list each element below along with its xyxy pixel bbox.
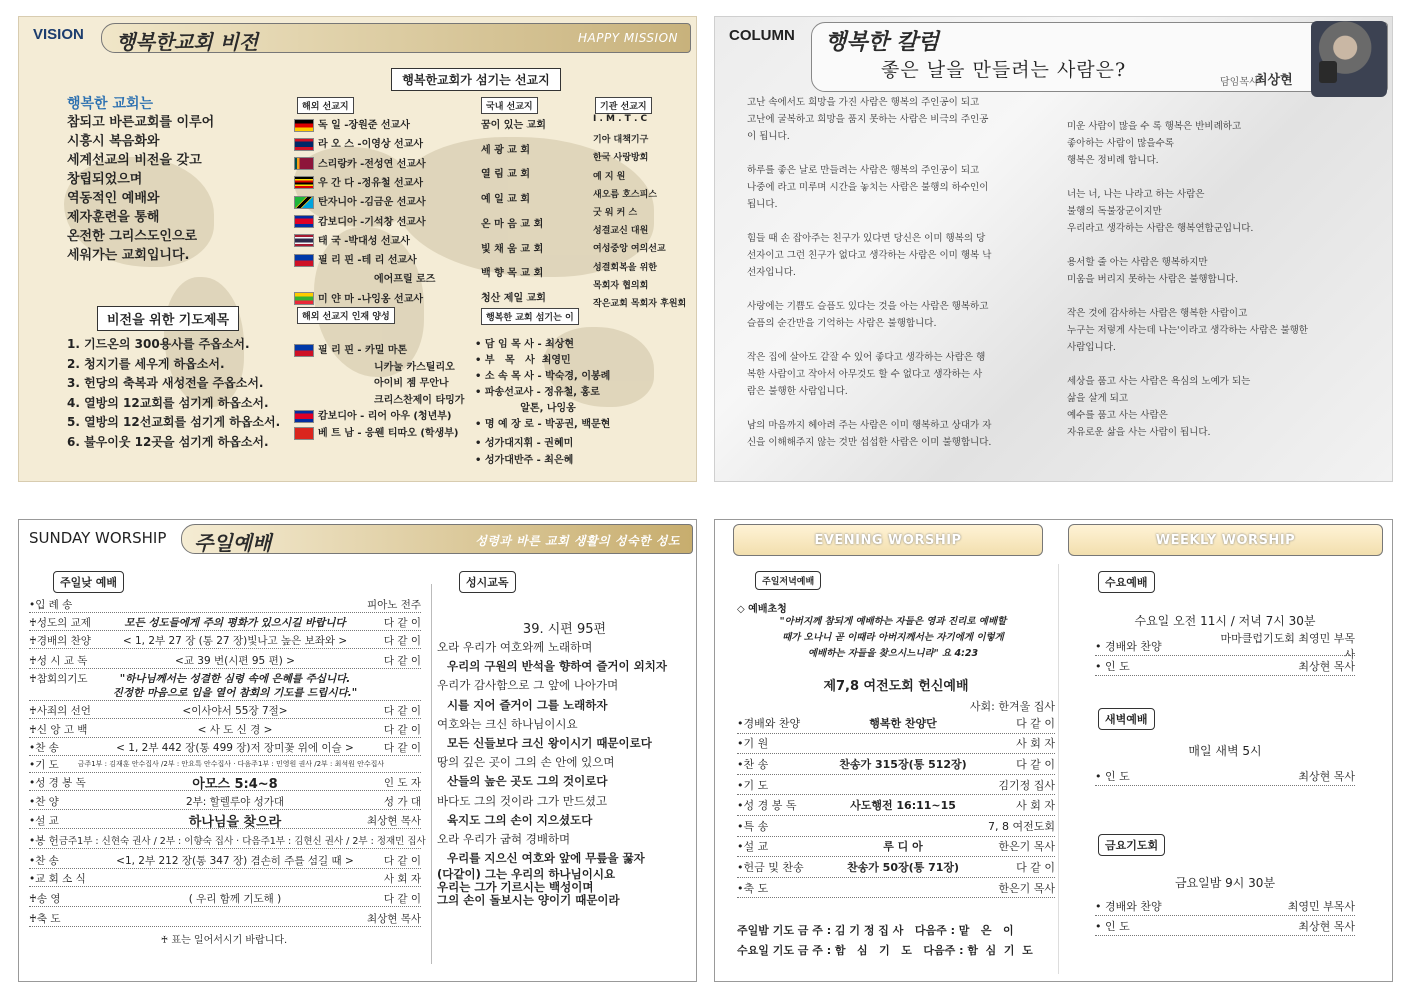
mission-text: 니카눌 카스틸리오 (374, 361, 455, 373)
order-row (29, 739, 421, 756)
order-leader: 최상현 목사 (366, 814, 421, 827)
weekly-row (1095, 766, 1355, 786)
mission-text: 에어프릴 로즈 (374, 274, 436, 286)
order-row (29, 614, 421, 631)
order-row (29, 684, 421, 701)
order-row (29, 793, 421, 810)
order-leader: 다 같 이 (1016, 716, 1055, 730)
reading-line: 오라 우리가 여호와께 노래하며 (437, 640, 593, 654)
evening-panel (714, 519, 1393, 982)
vision-line: 세워가는 교회입니다. (67, 248, 190, 263)
column-paragraph: 작은 것에 감사하는 사람은 행복한 사람이고 누구는 저렇게 사는데 나는'이라고 생각하는 사람은 불행한 사람입니다. (1067, 308, 1308, 353)
order-name: •입 례 송 (29, 598, 73, 611)
mission-item (294, 174, 423, 190)
weekly-leader: 최상현 목사 (1298, 659, 1355, 673)
order-leader: 성 가 대 (383, 795, 421, 808)
column-divider (431, 584, 432, 964)
weekly-row (1095, 896, 1355, 916)
fri-label: 금요기도회 (1098, 834, 1165, 856)
evening-header: EVENING WORSHIP (733, 524, 1043, 556)
prayer-title: 비전을 위한 기도제목 (97, 306, 239, 331)
uganda-flag-icon (294, 176, 314, 189)
order-leader: 다 같 이 (383, 741, 421, 754)
mission-text: 미 얀 마 -나잉옹 선교사 (318, 293, 424, 305)
order-row (29, 774, 421, 791)
tanzania-flag-icon (294, 196, 314, 209)
sunday-subtitle: 성령과 바른 교회 생활의 성숙한 성도 (475, 534, 680, 548)
weekly-row (1095, 916, 1355, 936)
evening-order-row (737, 878, 1055, 899)
order-name: •특 송 (737, 819, 769, 833)
reading-line: 모든 신들보다 크신 왕이시기 때문이로다 (447, 736, 652, 751)
order-name: •기 원 (737, 737, 769, 751)
order-leader: 최상현 목사 (366, 912, 421, 925)
order-name: ♰축 도 (29, 912, 61, 925)
reading-line: 땅의 깊은 곳이 그의 손 안에 있으며 (437, 755, 615, 770)
cambodia-flag-icon (294, 410, 314, 423)
order-content: < 1, 2부 27 장 (통 27 장)빛나고 높은 보좌와 > (122, 634, 348, 647)
author-photo (1311, 21, 1387, 97)
servants-label: 행복한 교회 섬기는 이 (481, 308, 579, 325)
evening-order-row (737, 795, 1055, 816)
list-item: 작은교회 목회자 후원회 (593, 299, 687, 309)
philippines-flag-icon (294, 344, 314, 357)
order-name: ♰참회의기도 (29, 673, 88, 685)
list-item: 새오름 호스피스 (593, 189, 657, 200)
author-name: 최상현 (1255, 73, 1293, 88)
list-item: 여성중앙 여의선교 (593, 244, 666, 255)
order-row (29, 596, 421, 613)
order-leader: 다 같 이 (383, 704, 421, 717)
weekly-role: • 경배와 찬양 (1095, 899, 1162, 913)
vision-line: 온전한 그리스도인으로 (67, 229, 198, 244)
call-line: 예배하는 자들을 찾으시느니라" 요 4:23 (807, 648, 979, 659)
servant-item: • 소 속 목 사 - 박숙경, 이봉례 (475, 371, 611, 382)
weekly-role: • 경배와 찬양 (1095, 639, 1162, 653)
order-name: ♰사죄의 선언 (29, 704, 91, 717)
list-item: 온 마 음 교 회 (481, 218, 544, 230)
vision-title: 행복한교회 비전 (116, 30, 259, 54)
vision-line: 세계선교의 비전을 갖고 (67, 153, 202, 168)
column-paragraph: 미운 사람이 많을 수 록 행복은 반비례하고 좋아하는 사람이 많을수록 행복은 정비례 합니다. (1067, 121, 1242, 166)
weekly-leader: 최영민 부목사 (1287, 899, 1355, 913)
mission-item (294, 407, 451, 423)
mission-item (294, 116, 410, 132)
order-content: 금주1부 : 신현숙 권사 / 2부 : 이향숙 집사 · 다음주1부 : 김현신 권사 / 2부 : 정재민 집사 (58, 836, 426, 847)
weekly-leader: 최상현 목사 (1298, 769, 1355, 783)
order-name: ♰성 시 교 독 (29, 654, 88, 667)
mission-item (294, 251, 417, 267)
evening-order-row (737, 754, 1055, 775)
mission-item (294, 155, 426, 171)
order-leader: 한은기 목사 (998, 840, 1055, 854)
column-paragraph: 작은 집에 살아도 같잘 수 있어 좋다고 생각하는 사람은 행 복한 사람이고 작아서 아무것도 할 수 없다고 생각하는 사 람은 불행한 사람입니다. (747, 352, 986, 397)
order-leader: 다 같 이 (1016, 860, 1055, 874)
servant-item: • 성가대반주 - 최은혜 (475, 454, 574, 466)
mission-text: 탄자니아 -김금운 선교사 (318, 197, 426, 209)
list-item: 성결회복을 위한 (593, 262, 657, 273)
reading-label: 성시교독 (459, 571, 516, 593)
order-leader: 다 같 이 (383, 723, 421, 736)
reading-line: 오라 우리가 굽혀 경배하며 (437, 832, 571, 847)
thailand-flag-icon (294, 234, 314, 247)
vision-line: 참되고 바른교회를 이루어 (67, 115, 215, 130)
mission-item (294, 270, 435, 285)
list-item: 빛 채 움 교 회 (481, 243, 544, 255)
reading-line: 우리를 지으신 여호와 앞에 무릎을 꿇자 (447, 851, 645, 866)
weekly-role: • 인 도 (1095, 769, 1130, 783)
order-name: •성 경 봉 독 (29, 776, 86, 789)
servant-item: 알톤, 나잉옹 (475, 403, 576, 414)
order-content: < 1, 2부 442 장(통 499 장)저 장미꽃 위에 이슬 > (116, 741, 354, 754)
order-name: ♰성도의 교제 (29, 616, 91, 629)
order-content: 2부: 할렐루야 성가대 (185, 795, 285, 808)
order-name: •기 도 (737, 778, 769, 792)
mission-text: 아이비 젬 무안나 (374, 378, 449, 390)
author-role: 담임목사 (1220, 77, 1259, 88)
evening-order-row (737, 713, 1055, 734)
evening-order-label: 주일저녁예배 (755, 571, 821, 590)
mission-item (294, 391, 464, 406)
order-leader: 다 같 이 (383, 654, 421, 667)
order-leader: 사 회 자 (1016, 737, 1055, 751)
laos-flag-icon (294, 138, 314, 151)
evening-order-row (737, 734, 1055, 755)
mission-text: 라 오 스 -이영상 선교사 (318, 139, 424, 151)
mission-text: 스리랑카 -전성연 선교사 (318, 158, 426, 170)
order-content: <교 39 번(시편 95 편) > (175, 654, 295, 667)
column-headline: 좋은 날을 만들려는 사람은? (881, 59, 1127, 81)
call-line: "아버지께 참되게 예배하는 자들은 영과 진리로 예배할 (779, 616, 1007, 627)
order-content: <이사야서 55장 7절> (182, 704, 288, 717)
order-name: •찬 양 (29, 795, 59, 808)
order-content: 금주1부 : 김재훈 안수집사 /2부 : 안요특 안수집사 · 다음주1부 : 민영원 권사 /2부 : 최석원 안수집사 (77, 760, 385, 768)
agency-label: 기관 선교지 (595, 97, 652, 114)
order-name: •봉 헌 (29, 834, 59, 847)
evening-order-row (737, 837, 1055, 858)
list-item: 꿈이 있는 교회 (481, 120, 546, 131)
order-row (29, 870, 421, 887)
prayer-item: 2. 청지기를 세우게 하옵소서. (67, 356, 225, 371)
order-name: •설 교 (29, 814, 59, 827)
column-paragraph: 사랑에는 기쁨도 슬픔도 있다는 것을 아는 사람은 행복하고 슬픔의 순간만을 기억하는 사람은 불행합니다. (747, 301, 989, 329)
vision-line: 시흥시 복음화와 (67, 134, 160, 149)
mission-text: 독 일 -장원준 선교사 (318, 120, 410, 131)
mission-text: 베 트 남 - 응웬 티따오 (학생부) (318, 428, 459, 439)
servant-item: • 명 예 장 로 - 박공권, 백문현 (475, 419, 611, 430)
reading-line: 우리는 그가 기르시는 백성이며 (437, 880, 594, 895)
prayer-item: 3. 헌당의 축복과 새성전을 주옵소서. (67, 376, 264, 390)
order-leader: 다 같 이 (383, 616, 421, 629)
mission-item (294, 213, 426, 229)
weekly-header: WEEKLY WORSHIP (1068, 524, 1383, 556)
order-name: •축 도 (737, 881, 769, 895)
order-name: ♰송 영 (29, 892, 61, 905)
order-name: •경배와 찬양 (737, 716, 801, 730)
reading-line: 육지도 그의 손이 지으셨도다 (447, 812, 593, 827)
weekly-divider (1058, 564, 1059, 974)
prayer-item: 4. 열방의 12교회를 섬기게 하옵소서. (67, 395, 269, 410)
vision-statement (67, 113, 214, 265)
order-row (29, 812, 421, 829)
prayer-item: 6. 불우이웃 12곳을 섬기게 하옵소서. (67, 434, 269, 449)
servant-item: • 파송선교사 - 정유철, 홍로 (475, 387, 600, 398)
order-content: ( 우리 함께 기도해 ) (188, 892, 282, 905)
list-item: 굿 워 커 스 (593, 208, 638, 218)
order-leader: 피아노 전주 (366, 598, 421, 611)
sunday-banner (181, 524, 693, 554)
weekly-role: • 인 도 (1095, 919, 1130, 933)
order-name: ♰경배의 찬양 (29, 634, 91, 647)
list-item: 열 림 교 회 (481, 169, 531, 181)
reading-line: 바다도 그의 것이라 그가 만드셨고 (437, 793, 608, 808)
reading-line: 우리의 구원의 반석을 향하여 즐거이 외치자 (447, 659, 667, 674)
servant-item: • 부 목 사 최영민 (475, 355, 571, 366)
order-name: •설 교 (737, 840, 769, 854)
order-content: 진정한 마음으로 입을 열어 참회의 기도를 드립시다." (112, 686, 358, 699)
weekly-role: • 인 도 (1095, 659, 1130, 673)
mission-item (294, 290, 423, 306)
order-name: •기 도 (29, 758, 59, 771)
column-title: 행복한 칼럼 (825, 29, 939, 55)
weekly-row (1095, 631, 1355, 661)
service-title: 제7,8 여전도회 헌신예배 (823, 679, 969, 694)
column-paragraph: 하루를 좋은 날로 만들려는 사람은 행복의 주인공이 되고 나중에 라고 미루며 시간을 놓치는 사람은 불행의 하수인이 됩니다. (747, 165, 989, 210)
order-name: •성 경 봉 독 (737, 799, 797, 813)
order-content: 모든 성도들에게 주의 평화가 있으시길 바랍니다 (124, 616, 346, 629)
order-content: "하나님께서는 성결한 심령 속에 은혜를 주십니다. (119, 673, 351, 685)
wed-label: 수요예배 (1098, 571, 1155, 593)
list-item: 세 광 교 회 (481, 144, 531, 156)
weekly-leader: 최상현 목사 (1298, 919, 1355, 933)
sunday-panel (18, 519, 697, 982)
column-paragraph: 고난 속에서도 희망을 가진 사람은 행복의 주인공이 되고 고난에 굴복하고 희망을 품지 못하는 사람은 비극의 주인공 이 됩니다. (747, 97, 989, 142)
reading-line: 시를 지어 즐거이 그를 노래하자 (447, 697, 608, 712)
column-paragraph: 너는 너, 나는 나라고 하는 사람은 불행의 독불장군이지만 우리라고 생각하는 사람은 행복연합군입니다. (1067, 189, 1254, 234)
missions-header: 행복한교회가 섬기는 선교지 (391, 68, 561, 91)
order-content: 루 디 아 (883, 840, 923, 854)
vietnam-flag-icon (294, 427, 314, 440)
evening-order-row (737, 857, 1055, 878)
reading-line: (다같이) 그는 우리의 하나님이시요 (437, 867, 616, 882)
mission-text: 캄보디아 - 리어 아우 (청년부) (318, 411, 452, 423)
cambodia-flag-icon (294, 215, 314, 228)
order-name: •찬 송 (29, 741, 59, 754)
order-row (29, 832, 426, 849)
mission-text: 우 간 다 -정유철 선교사 (318, 177, 424, 189)
order-row (29, 721, 421, 738)
vision-line: 역동적인 예배와 (67, 191, 160, 206)
weekly-row (1095, 656, 1355, 676)
order-leader: 7, 8 여전도회 (988, 819, 1055, 833)
dawn-time: 매일 새벽 5시 (1188, 744, 1262, 758)
order-leader: 다 같 이 (1016, 757, 1055, 771)
order-content: 하나님을 찾으라 (188, 814, 282, 830)
column-left-text (747, 94, 1057, 468)
order-leader: 김기정 집사 (998, 778, 1055, 792)
prayer-schedule-2: 수요일 기도 금 주 : 함 심 기 도 다음주 : 함 심 기 도 (737, 944, 1033, 957)
order-row (29, 632, 421, 649)
sunday-section-label: SUNDAY WORSHIP (29, 529, 167, 547)
vision-banner (101, 23, 691, 53)
mission-item (294, 424, 458, 440)
column-section-label: COLUMN (729, 27, 795, 44)
prayer-item: 1. 기드온의 300용사를 주옵소서. (67, 337, 250, 351)
servant-item: • 성가대지휘 - 권혜미 (475, 438, 574, 449)
list-item: I . M . T . C (593, 114, 648, 124)
list-item: 성결교신 대원 (593, 226, 649, 237)
germany-flag-icon (294, 119, 314, 132)
order-leader: 다 같 이 (383, 854, 421, 867)
list-item: 예 일 교 회 (481, 194, 531, 206)
order-content: 사도행전 16:11~15 (850, 799, 956, 813)
order-leader: 사 회 자 (1016, 799, 1055, 813)
call-line: 때가 오나니 곧 이때라 아버지께서는 자기에게 이렇게 (782, 632, 1004, 643)
order-name: •찬 송 (737, 757, 769, 771)
mission-text: 캄보디아 -기석창 선교사 (318, 216, 426, 228)
order-row (29, 702, 421, 719)
philippines-flag-icon (294, 254, 314, 267)
servant-item: • 담 임 목 사 - 최상현 (475, 339, 575, 350)
order-name: •찬 송 (29, 854, 59, 867)
order-name: •헌금 및 찬송 (737, 860, 804, 874)
column-panel (714, 16, 1393, 482)
list-item: 백 향 목 교 회 (481, 268, 544, 280)
order-leader: 다 같 이 (383, 634, 421, 647)
order-leader: 다 같 이 (383, 892, 421, 905)
reading-line: 우리가 감사함으로 그 앞에 나아가며 (437, 678, 619, 693)
sunday-order-label: 주일낮 예배 (53, 571, 124, 593)
vision-panel (18, 16, 697, 482)
stand-note: ♰ 표는 일어서시기 바랍니다. (160, 935, 288, 946)
column-paragraph: 용서할 줄 아는 사람은 행복하지만 미움을 버리지 못하는 사람은 불행합니다. (1067, 257, 1239, 285)
evening-order-row (737, 816, 1055, 837)
order-row (29, 890, 421, 907)
mission-item (294, 374, 449, 389)
order-leader: 인 도 자 (383, 776, 421, 789)
moderator: 사회: 한겨울 집사 (969, 700, 1055, 713)
evening-order-row (737, 775, 1055, 796)
order-row (29, 910, 421, 927)
column-paragraph: 힘들 때 손 잡아주는 친구가 있다면 당신은 이미 행복의 당 선자이고 그런 친구가 없다고 생각하는 사람은 이미 행복 낙 선자입니다. (747, 233, 992, 278)
vision-section-label: VISION (33, 26, 84, 43)
wed-time: 수요일 오전 11시 / 저녁 7시 30분 (1134, 614, 1316, 628)
fri-time: 금요일밤 9시 30분 (1174, 876, 1276, 890)
order-content: 찬송가 315장(통 512장) (839, 757, 967, 771)
list-item: 청산 제일 교회 (481, 292, 546, 304)
order-row (29, 852, 421, 869)
order-name: ♰신 앙 고 백 (29, 723, 88, 736)
order-leader: 사 회 자 (383, 872, 421, 885)
srilanka-flag-icon (294, 157, 314, 170)
mission-text: 필 리 핀 -테 리 선교사 (318, 255, 417, 267)
list-item: 예 지 원 (593, 171, 626, 182)
reading-line: 그의 손이 돌보시는 양이기 때문이라 (437, 893, 620, 908)
myanmar-flag-icon (294, 292, 314, 305)
mission-text: 크리스찬제이 타밍가 (374, 394, 465, 406)
overseas-label: 해외 선교지 (297, 97, 354, 114)
vision-line: 창립되었으며 (67, 172, 143, 187)
list-item: 목회자 협의회 (593, 280, 649, 291)
order-row (29, 652, 421, 669)
mission-item (294, 193, 426, 209)
order-content: < 사 도 신 경 > (197, 723, 273, 736)
mission-item (294, 135, 423, 151)
microphone-icon (1319, 61, 1337, 83)
reading-line: 산들의 높은 곳도 그의 것이로다 (447, 774, 608, 789)
reading-line: 여호와는 크신 하나님이시요 (437, 716, 578, 731)
call-text (743, 614, 1043, 662)
domestic-label: 국내 선교지 (481, 97, 538, 114)
prayer-item: 5. 열방의 12선교회를 섬기게 하옵소서. (67, 415, 281, 429)
call-label: ◇ 예배초청 (737, 604, 787, 615)
order-content: 찬송가 50장(통 71장) (846, 860, 960, 874)
list-item: 기아 대책기구 (593, 135, 649, 146)
mission-item (294, 341, 407, 357)
reading-title: 39. 시편 95편 (522, 622, 607, 637)
sunday-title: 주일예배 (194, 531, 272, 555)
column-paragraph: 남의 마음까지 헤아려 주는 사람은 이미 행복하고 상대가 자 신을 이해해주지 않는 것만 섭섭한 사람은 이미 불행합니다. (747, 420, 992, 448)
prayer-list (67, 335, 280, 452)
order-content: <1, 2부 212 장(통 347 장) 겸손히 주를 섬길 때 > (116, 854, 354, 867)
order-name: •교 회 소 식 (29, 872, 86, 885)
mission-item (294, 358, 455, 373)
order-content: 행복한 찬양단 (869, 716, 937, 730)
column-right-text (1067, 118, 1377, 458)
vision-subtitle: HAPPY MISSION (577, 31, 678, 45)
mission-text: 태 국 -박대성 선교사 (318, 235, 410, 247)
column-paragraph: 세상을 품고 사는 사람은 욕심의 노예가 되는 삶을 살게 되고 예수를 품고 사는 사람은 자유로운 삶을 사는 사람이 됩니다. (1067, 376, 1251, 438)
reading-text (437, 638, 667, 907)
order-content: 아모스 5:4~8 (192, 776, 278, 792)
vision-line: 제자훈련을 통해 (67, 210, 160, 225)
weekly-leader: 마마클럽기도회 최영민 부목사 (1220, 631, 1355, 661)
mission-text: 필 리 핀 - 카밀 마톤 (318, 345, 408, 356)
mission-item (294, 232, 410, 248)
list-item: 한국 사랑방회 (593, 153, 649, 164)
order-row (29, 756, 421, 773)
order-leader: 한은기 목사 (998, 881, 1055, 895)
vision-lead: 행복한 교회는 (67, 96, 154, 112)
training-label: 해외 선교지 인재 양성 (297, 307, 395, 324)
prayer-schedule-1: 주일밤 기도 금 주 : 김 기 정 집 사 다음주 : 맡 은 이 (737, 924, 1014, 937)
dawn-label: 새벽예배 (1098, 708, 1155, 730)
